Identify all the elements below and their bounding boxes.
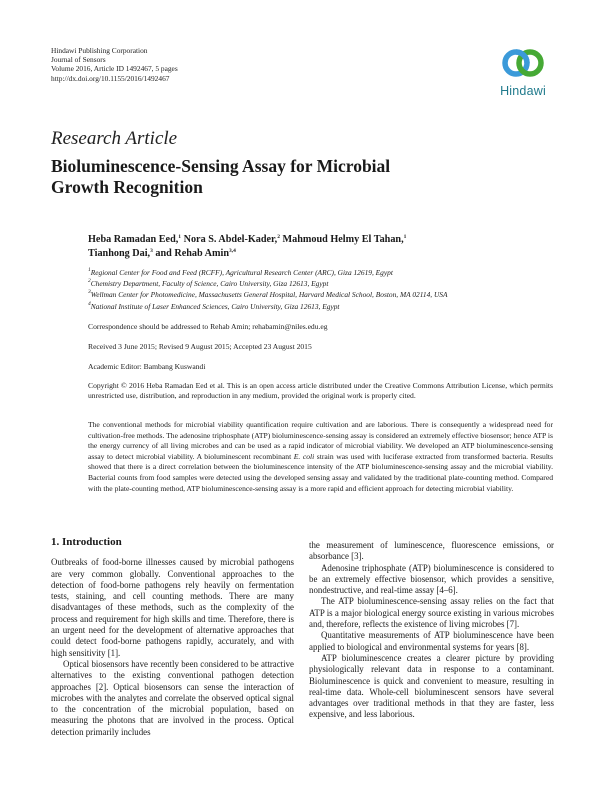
intro-paragraph-5: Quantitative measurements of ATP bioluminescence have been applied to biological and environmental systems for years [8]. bbox=[309, 630, 554, 652]
affiliation-1 bbox=[88, 267, 558, 278]
affiliation-text: National Institute of Laser Enhanced Sciences, Cairo University, Giza 12613, Egypt bbox=[90, 301, 340, 311]
abstract-organism: E. coli bbox=[293, 451, 315, 461]
intro-paragraph-6: ATP bioluminescence creates a clearer picture by providing physiologically relevant data in response to a contaminant. Bioluminescence is quick and convenient to measure, resulting in real-time data. Whole-cell bioluminescent sensors have several advantages over traditional methods in that they are faster, less expensive, and less laborious. bbox=[309, 652, 554, 720]
author-name[interactable]: Heba Ramadan Eed, bbox=[88, 234, 179, 245]
abstract-text-1: The conventional methods for microbial viability quantification require cultivation and are laborious. There is consequently a widespread need for cultivation-free methods. The adenosine triphosphate (ATP) bioluminescence-sensing assay is considered an extremely effective biosensor; hence ATP is the energy currency of all living microbes and can be used as a rapid indicator of microbial viability. We developed an ATP bioluminescence-sensing assay to detect microbial viability. A bioluminescent recombinant bbox=[88, 420, 553, 461]
volume-info: Volume 2016, Article ID 1492467, 5 pages bbox=[51, 64, 178, 74]
journal-header bbox=[51, 46, 178, 83]
affiliations bbox=[88, 267, 558, 312]
hindawi-rings-icon bbox=[499, 40, 547, 84]
affiliation-number: 2 bbox=[88, 278, 91, 285]
affiliation-4 bbox=[88, 301, 558, 312]
intro-paragraph-1: Outbreaks of food-borne illnesses caused by microbial pathogens are very common globally. Conventional approaches to the detection of food-borne pathogens rely heavily on fermentation tests, staining, and cell counting methods. There are many disadvantages of these methods, such as the complexity of the process and requirement for high skills and time. Therefore, there is an urgent need for the development of alternative approaches that could detect food-borne pathogens rapidly, accurately, and with high sensitivity [1]. bbox=[51, 557, 294, 658]
academic-editor: Academic Editor: Bambang Kuswandi bbox=[88, 362, 206, 371]
affiliation-number: 4 bbox=[88, 300, 91, 307]
section-heading-introduction: 1. Introduction bbox=[51, 536, 122, 548]
right-column bbox=[309, 540, 554, 721]
author-name[interactable]: Nora S. Abdel-Kader, bbox=[181, 234, 278, 245]
publisher-name: Hindawi Publishing Corporation bbox=[51, 46, 148, 55]
author-name[interactable]: Tianhong Dai, bbox=[88, 248, 151, 259]
author-name[interactable]: Mahmoud Helmy El Tahan, bbox=[279, 234, 404, 245]
author-name[interactable]: and Rehab Amin bbox=[152, 248, 230, 259]
doi-link[interactable]: http://dx.doi.org/10.1155/2016/1492467 bbox=[51, 73, 170, 83]
affiliation-text: Regional Center for Food and Feed (RCFF), Agricultural Research Center (ARC), Giza 12619, Egypt bbox=[90, 268, 393, 277]
affiliation-number: 3 bbox=[88, 289, 91, 296]
author-affil-ref: 1 bbox=[403, 234, 407, 240]
journal-name: Journal of Sensors bbox=[51, 55, 106, 65]
article-title bbox=[51, 156, 471, 198]
affiliation-text: Chemistry Department, Faculty of Science, Cairo University, Giza 12613, Egypt bbox=[90, 279, 329, 289]
left-column bbox=[51, 537, 294, 738]
article-type: Research Article bbox=[51, 128, 178, 149]
intro-paragraph-2: Optical biosensors have recently been considered to be attractive alternatives to the existing conventional pathogen detection approaches [2]. Optical biosensors can sense the interaction of microbes with the analytes and correlate the observed optical signal to the concentration of the microbial population, based on measuring the photons that are involved in the process. Optical detection primarily includes bbox=[51, 658, 294, 737]
affiliation-2 bbox=[88, 278, 558, 289]
author-affil-ref: 2 bbox=[277, 234, 280, 240]
author-affil-ref: 3 bbox=[150, 248, 153, 254]
affiliation-3 bbox=[88, 289, 558, 300]
correspondence: Correspondence should be addressed to Rehab Amin; rehabamin@niles.edu.eg bbox=[88, 322, 328, 331]
article-dates: Received 3 June 2015; Revised 9 August 2015; Accepted 23 August 2015 bbox=[88, 342, 312, 351]
affiliation-number: 1 bbox=[88, 267, 91, 273]
intro-paragraph-3: Adenosine triphosphate (ATP) bioluminescence is considered to be an extremely effective biosensor, which provides a sensitive, nondestructive, and real-time assay [4–6]. bbox=[309, 562, 554, 596]
intro-paragraph-4: The ATP bioluminescence-sensing assay relies on the fact that ATP is a major biological energy source existing in various microbes and, therefore, reflects the existence of living microbes [7]. bbox=[309, 596, 554, 630]
abstract-text-2: strain was used with luciferase extracted from transformed bacteria. Results showed that there is a direct correlation between the bioluminescence intensity of the ATP bioluminescence-sensing assay and the microbial viability. Bacterial counts from food samples were detected using the developed sensing assay and validated by the traditional plate-counting method. Compared with the plate-counting method, ATP bioluminescence-sensing assay is a more rapid and efficient approach for detecting microbial viability. bbox=[88, 451, 553, 493]
hindawi-wordmark: Hindawi bbox=[500, 84, 546, 98]
affiliation-text: Wellman Center for Photomedicine, Massachusetts General Hospital, Harvard Medical School, Boston, MA 02114, USA bbox=[90, 290, 448, 300]
author-list bbox=[88, 233, 518, 261]
copyright-notice: Copyright © 2016 Heba Ramadan Eed et al. This is an open access article distributed under the Creative Commons Attribution License, which permits unrestricted use, distribution, and reproduction in any medium, provided the original work is properly cited. bbox=[88, 381, 553, 401]
abstract bbox=[88, 420, 553, 494]
author-line-1 bbox=[88, 233, 518, 247]
hindawi-logo bbox=[493, 40, 553, 106]
author-affil-ref: 3,4 bbox=[229, 248, 236, 254]
intro-paragraph-2-continued: the measurement of luminescence, fluorescence emissions, or absorbance [3]. bbox=[309, 540, 554, 562]
title-line-2: Growth Recognition bbox=[51, 177, 203, 197]
author-affil-ref: 1 bbox=[178, 234, 182, 240]
title-line-1: Bioluminescence-Sensing Assay for Microbial bbox=[51, 156, 391, 176]
author-line-2 bbox=[88, 247, 518, 261]
